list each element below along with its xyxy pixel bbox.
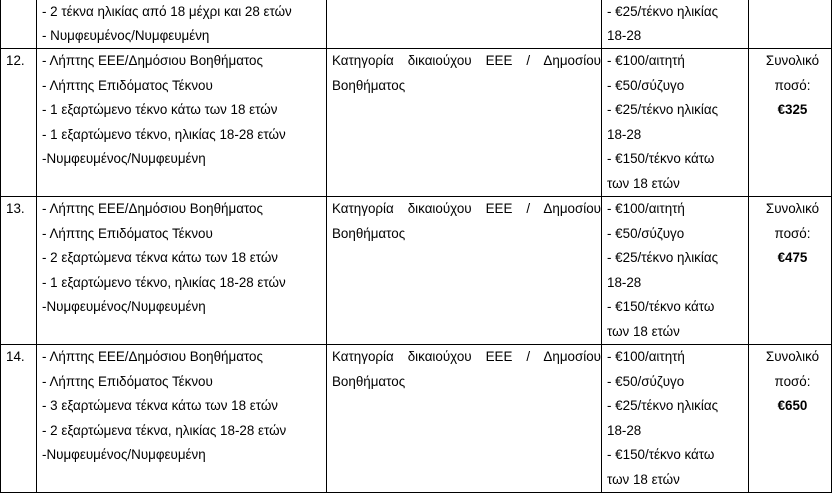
total-label: ποσό: (774, 77, 811, 93)
criteria-line: - Νυμφευμένος/Νυμφευμένη (42, 28, 210, 43)
criteria-cell (37, 197, 327, 345)
total-label: Συνολικό (765, 349, 820, 364)
amount-line: 18-28 (607, 28, 642, 43)
criteria-cell (37, 345, 327, 493)
amount-line: - €50/σύζυγο (607, 373, 685, 389)
amount-line: των 18 ετών (607, 323, 680, 339)
amount-line: - €50/σύζυγο (607, 77, 685, 93)
criteria-line: - Λήπτης Επιδόματος Τέκνου (42, 225, 213, 241)
criteria-cell (37, 49, 327, 197)
table-row (1, 345, 832, 493)
total-cell (749, 345, 832, 493)
criteria-line: - 2 εξαρτώμενα τέκνα, ηλικίας 18-28 ετών (42, 422, 287, 438)
criteria-line: - Λήπτης ΕΕΕ/Δημόσιου Βοηθήματος (42, 349, 263, 364)
criteria-line: - 3 εξαρτώμενα τέκνα κάτω των 18 ετών (42, 398, 278, 413)
row-number-cell (1, 0, 37, 49)
amount-line: - €25/τέκνο ηλικίας (607, 250, 719, 265)
amounts-cell (602, 345, 749, 493)
amount-line: - €25/τέκνο ηλικίας (607, 4, 719, 19)
category-cell (327, 0, 602, 49)
criteria-line: - 1 εξαρτώμενο τέκνο κάτω των 18 ετών (42, 102, 278, 117)
criteria-cell (37, 0, 327, 49)
amounts-cell (602, 0, 749, 49)
amount-line: - €100/αιτητή (607, 53, 685, 68)
total-label: ποσό: (774, 225, 811, 241)
total-label: Συνολικό (765, 201, 820, 216)
criteria-line: - Λήπτης Επιδόματος Τέκνου (42, 77, 213, 93)
amount-line: - €150/τέκνο κάτω (607, 151, 715, 166)
row-number-cell: 14. (1, 345, 37, 493)
table-row (1, 49, 832, 197)
amount-line: - €100/αιτητή (607, 349, 685, 364)
amount-line: των 18 ετών (607, 175, 680, 191)
category-cell (327, 345, 602, 493)
criteria-line: - 2 τέκνα ηλικίας από 18 μέχρι και 28 ετών (42, 4, 292, 19)
amount-line: - €25/τέκνο ηλικίας (607, 102, 719, 117)
total-amount: €325 (777, 102, 808, 117)
criteria-line: -Νυμφευμένος/Νυμφευμένη (42, 151, 206, 166)
amount-line: - €25/τέκνο ηλικίας (607, 398, 719, 413)
amount-line: των 18 ετών (607, 471, 680, 487)
total-cell (749, 0, 832, 49)
row-number-cell: 13. (1, 197, 37, 345)
category-text: Κατηγορία δικαιούχου ΕΕΕ / Δημοσίου Βοηθήματος (332, 201, 601, 241)
category-text: Κατηγορία δικαιούχου ΕΕΕ / Δημοσίου Βοηθήματος (332, 53, 601, 93)
criteria-line: - 1 εξαρτώμενο τέκνο, ηλικίας 18-28 ετών (42, 274, 286, 290)
amount-line: 18-28 (607, 274, 642, 290)
criteria-line: -Νυμφευμένος/Νυμφευμένη (42, 447, 206, 462)
total-amount: €475 (777, 250, 808, 265)
criteria-line: - 2 εξαρτώμενα τέκνα κάτω των 18 ετών (42, 250, 278, 265)
row-number-cell: 12. (1, 49, 37, 197)
amount-line: - €150/τέκνο κάτω (607, 447, 715, 462)
category-cell (327, 197, 602, 345)
amount-line: - €100/αιτητή (607, 201, 685, 216)
amount-line: 18-28 (607, 126, 642, 142)
total-cell (749, 49, 832, 197)
table-row (1, 0, 832, 49)
criteria-line: - Λήπτης ΕΕΕ/Δημόσιου Βοηθήματος (42, 53, 263, 68)
table-row (1, 197, 832, 345)
total-cell (749, 197, 832, 345)
amounts-cell (602, 49, 749, 197)
total-label: Συνολικό (765, 53, 820, 68)
total-label: ποσό: (774, 373, 811, 389)
amount-line: 18-28 (607, 422, 642, 438)
criteria-line: -Νυμφευμένος/Νυμφευμένη (42, 299, 206, 314)
total-amount: €650 (777, 398, 808, 413)
criteria-line: - Λήπτης ΕΕΕ/Δημόσιου Βοηθήματος (42, 201, 263, 216)
criteria-line: - 1 εξαρτώμενο τέκνο, ηλικίας 18-28 ετών (42, 126, 286, 142)
category-cell (327, 49, 602, 197)
criteria-line: - Λήπτης Επιδόματος Τέκνου (42, 373, 213, 389)
amount-line: - €50/σύζυγο (607, 225, 685, 241)
category-text: Κατηγορία δικαιούχου ΕΕΕ / Δημοσίου Βοηθήματος (332, 349, 601, 389)
amount-line: - €150/τέκνο κάτω (607, 299, 715, 314)
amounts-cell (602, 197, 749, 345)
